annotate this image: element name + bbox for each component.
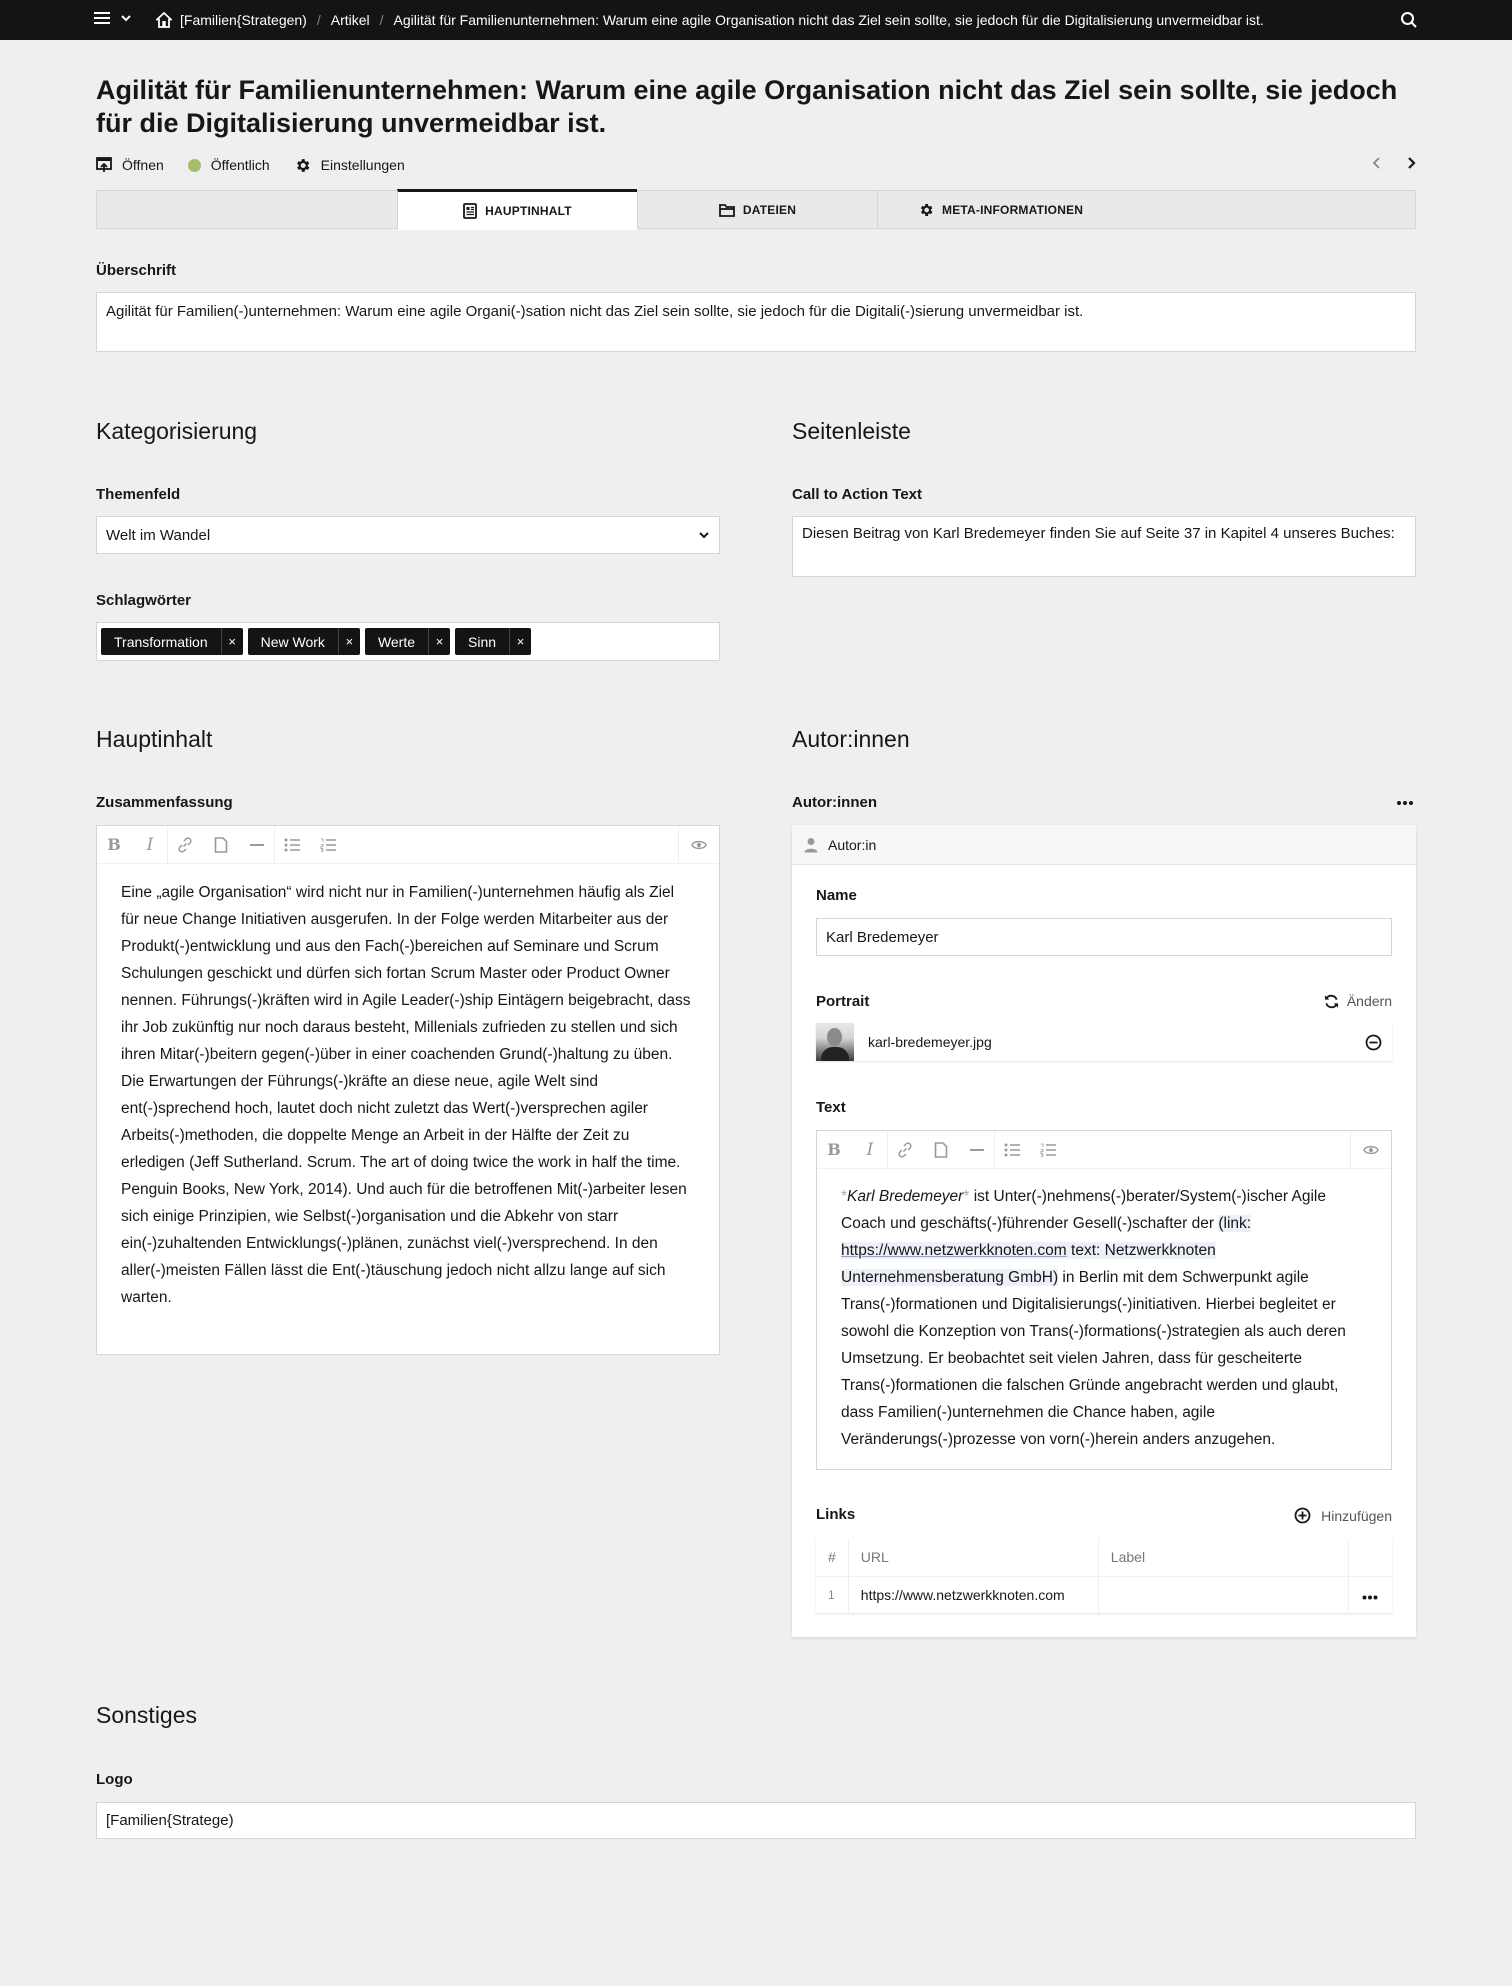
tag-chip	[248, 628, 360, 655]
table-row[interactable]	[816, 1576, 1392, 1613]
cta-textarea[interactable]: Diesen Beitrag von Karl Bredemeyer finden Sie auf Seite 37 in Kapitel 4 unseres Buches:	[792, 516, 1416, 577]
sidebar-title: Seitenleiste	[792, 418, 911, 444]
link-suffix: text: Netzwerkknoten Unternehmensberatung GmbH)	[841, 1242, 1216, 1286]
main-content-title: Hauptinhalt	[96, 726, 213, 752]
summary-label: Zusammenfassung	[96, 794, 233, 811]
categorization-title: Kategorisierung	[96, 418, 258, 444]
previous-page-button[interactable]	[1372, 156, 1382, 170]
bold-icon: B	[107, 835, 121, 854]
page-actions	[96, 154, 429, 176]
file-icon	[214, 837, 228, 853]
add-link-button[interactable]	[1294, 1507, 1392, 1524]
italic-icon: I	[866, 1139, 874, 1160]
status-dot-icon	[188, 159, 201, 172]
top-bar	[0, 0, 1512, 40]
breadcrumb-articles[interactable]: Artikel	[330, 12, 370, 28]
settings-button[interactable]	[294, 157, 405, 174]
tab-main-content[interactable]	[397, 189, 637, 230]
link-icon	[897, 1142, 913, 1158]
tag-label: Transformation	[114, 633, 208, 650]
tab-files[interactable]	[637, 191, 877, 228]
link-icon	[177, 837, 193, 853]
portrait-file-item[interactable]	[816, 1023, 1392, 1061]
bold-icon: B	[827, 1140, 841, 1159]
italic-button[interactable]	[861, 1141, 879, 1159]
tag-label: Werte	[377, 633, 416, 650]
tag-chip	[455, 628, 531, 655]
link-prefix: (link:	[1218, 1215, 1252, 1232]
topic-select[interactable]	[96, 516, 720, 554]
italic-button[interactable]	[141, 836, 159, 854]
row-index: 1	[816, 1576, 848, 1613]
summary-text[interactable]: Eine „agile Organisation“ wird nicht nur in Familien(-)unternehmen häufig als Ziel für neue Change Initiativen ausgerufen. In der Folge werden Mitarbeiter aus der Produkt(-)entwicklung und aus den Fach(-)bereichen auf Seminare und Scrum Schulungen geschickt und dürfen sich fortan Scrum Master oder Product Owner nennen. Führungs(-)kräften wird in Agile Leader(-)ship Eintägern beigebracht, dass ihr Job zukünftig nur noch daraus besteht, Millenials zufrieden zu stellen und sich ihren Mitar(-)beitern gegen(-)über in einer coachenden Grund(-)haltung zu üben. Die Erwartungen der Führungs(-)kräfte an diese neue, agile Welt sind ent(-)sprechend hoch, lautet doch nicht zuletzt das Wert(-)versprechen agiler Arbeits(-)methoden, die doppelte Menge an Arbeit in der Hälfte der Zeit zu erledigen (Jeff Sutherland. Scrum. The art of doing twice the work in half the time. Penguin Books, New York, 2014). Und auch für die betroffenen Mit(-)arbeiter lesen sich einige Prinzipien, wie Selbst(-)organisation und die Abkehr von starr ein(-)zuhaltenden Entwicklungs(-)plänen, zunächst viel(-)versprechend. In den aller(-)meisten Fällen lässt die Ent(-)täuschung jedoch nicht allzu lange auf sich warten.	[121, 884, 691, 1306]
more-horizontal-icon	[1396, 800, 1414, 806]
status-label: Öffentlich	[210, 157, 270, 173]
tab-label: HAUPTINHALT	[485, 204, 572, 218]
tag-remove-button[interactable]: ×	[428, 628, 450, 655]
next-page-button[interactable]	[1406, 156, 1416, 170]
topic-label: Themenfeld	[96, 486, 181, 503]
column-header-index: #	[816, 1539, 848, 1576]
row-url[interactable]: https://www.netzwerkknoten.com	[848, 1576, 1098, 1613]
logo-input[interactable]: [Familien{Stratege)	[96, 1802, 1416, 1839]
logo-label: Logo	[96, 1771, 133, 1788]
bullet-list-icon	[1004, 1143, 1020, 1157]
bio-text: ist Unter(-)nehmens(-)berater/System(-)ischer Agile Coach und geschäfts(-)führender Gesell(-)schafter der	[841, 1188, 1326, 1232]
tag-remove-button[interactable]: ×	[338, 628, 360, 655]
gear-icon	[918, 202, 934, 218]
misc-title: Sonstiges	[96, 1702, 198, 1728]
headline-label: Überschrift	[96, 262, 177, 279]
bullet-list-button[interactable]	[283, 836, 301, 854]
links-table	[816, 1539, 1392, 1613]
portrait-filename: karl-bredemeyer.jpg	[868, 1034, 992, 1050]
name-input[interactable]: Karl Bredemeyer	[816, 918, 1392, 956]
breadcrumb-separator: /	[316, 12, 321, 28]
breadcrumb-site[interactable]: [Familien{Strategen)	[180, 12, 307, 28]
bio-text: in Berlin mit dem Schwerpunkt agile Trans(-)formationen und Digitalisierungs(-)initiativen. Hierbei begleitet er sowohl die Konzeption von Trans(-)formations(-)strategien als auch deren Umsetzung. Er beobachtet seit vielen Jahren, dass für gescheiterte Trans(-)formationen die falschen Gründe angebracht werden und glaubt, dass Familien(-)unternehmen die Chance haben, agile Veränderungs(-)prozesse von vorn(-)herein anders anzugehen.	[841, 1269, 1346, 1448]
row-options-button[interactable]	[1348, 1576, 1392, 1613]
page-title: Agilität für Familienunternehmen: Warum eine agile Organisation nicht das Ziel sein sollte, sie jedoch für die Digitalisierung unvermeidbar ist.	[96, 75, 1398, 138]
bold-button[interactable]	[825, 1141, 843, 1159]
bullet-list-icon	[284, 838, 300, 852]
tab-meta-information[interactable]	[877, 191, 1415, 228]
tab-label: DATEIEN	[742, 202, 797, 217]
markdown-marker: *	[841, 1188, 848, 1205]
summary-editor	[96, 825, 720, 1355]
horizontal-rule-button[interactable]	[248, 836, 266, 854]
search-button[interactable]	[1400, 11, 1418, 29]
remove-file-button[interactable]	[1365, 1034, 1382, 1051]
folder-icon	[719, 203, 735, 217]
column-header-label: Label	[1098, 1539, 1348, 1576]
text-label: Text	[816, 1099, 846, 1116]
preview-button[interactable]	[678, 826, 719, 863]
menu-button[interactable]	[94, 10, 132, 26]
column-header-actions	[1348, 1539, 1392, 1576]
portrait-label: Portrait	[816, 993, 870, 1010]
pager	[1372, 156, 1416, 170]
link-button[interactable]	[176, 836, 194, 854]
markdown-marker: *	[963, 1188, 970, 1205]
user-icon	[804, 837, 818, 853]
numbered-list-button[interactable]	[319, 836, 337, 854]
preview-button[interactable]	[1350, 1131, 1391, 1168]
editor-toolbar	[97, 826, 719, 864]
breadcrumb	[156, 0, 1264, 40]
authors-title: Autor:innen	[792, 726, 910, 752]
tag-remove-button[interactable]: ×	[221, 628, 243, 655]
file-button[interactable]	[932, 1141, 950, 1159]
row-label[interactable]	[1098, 1576, 1348, 1613]
links-header-row	[816, 1539, 1392, 1576]
horizontal-rule-button[interactable]	[968, 1141, 986, 1159]
open-external-icon	[96, 157, 112, 173]
document-icon	[463, 203, 477, 219]
link-button[interactable]	[896, 1141, 914, 1159]
horizontal-rule-icon	[250, 843, 264, 847]
portrait-thumbnail	[816, 1023, 854, 1061]
chevron-down-icon	[120, 12, 132, 24]
editor-toolbar	[817, 1131, 1391, 1169]
minus-circle-icon	[1365, 1034, 1382, 1051]
open-label: Öffnen	[122, 157, 164, 173]
numbered-list-button[interactable]	[1039, 1141, 1057, 1159]
topic-value: Welt im Wandel	[106, 526, 211, 544]
portrait-change-label: Ändern	[1346, 993, 1392, 1009]
name-label: Name	[816, 887, 857, 904]
file-icon	[934, 1142, 948, 1158]
links-label: Links	[816, 1506, 856, 1523]
author-card	[792, 825, 1416, 1637]
refresh-icon	[1324, 994, 1339, 1009]
tab-label: META-INFORMATIONEN	[942, 202, 1084, 217]
gear-icon	[294, 157, 311, 174]
eye-icon	[1363, 1144, 1379, 1156]
authors-field-label: Autor:innen	[792, 794, 877, 811]
author-entry-label: Autor:in	[828, 836, 877, 853]
eye-icon	[691, 839, 707, 851]
tags-input[interactable]	[96, 622, 720, 661]
author-card-header[interactable]	[792, 825, 1416, 865]
home-icon[interactable]	[156, 12, 172, 28]
more-horizontal-icon	[1362, 1595, 1378, 1600]
author-text-editor	[816, 1130, 1392, 1470]
numbered-list-icon	[320, 838, 336, 852]
italic-name: Karl Bredemeyer	[847, 1188, 964, 1205]
chevron-down-icon	[698, 529, 710, 541]
hamburger-icon	[94, 10, 112, 26]
link-url: https://www.netzwerkknoten.com	[841, 1242, 1067, 1259]
tags-label: Schlagwörter	[96, 592, 192, 609]
headline-input[interactable]: Agilität für Familien(-)unternehmen: Warum eine agile Organi(-)sation nicht das Ziel sein sollte, sie jedoch für die Digitali(-)sierung unvermeidbar ist.	[96, 292, 1416, 352]
column-header-url: URL	[848, 1539, 1098, 1576]
plus-circle-icon	[1294, 1507, 1311, 1524]
portrait-change-button[interactable]	[1324, 993, 1392, 1009]
settings-label: Einstellungen	[320, 157, 405, 173]
authors-options-button[interactable]	[1396, 800, 1414, 806]
status-button[interactable]	[188, 157, 270, 173]
italic-icon: I	[146, 834, 154, 855]
bullet-list-button[interactable]	[1003, 1141, 1021, 1159]
breadcrumb-separator: /	[379, 12, 384, 28]
tag-chip	[101, 628, 243, 655]
open-button[interactable]	[96, 157, 164, 173]
tag-label: New Work	[260, 633, 325, 650]
add-link-label: Hinzufügen	[1321, 1507, 1392, 1524]
tag-chip	[365, 628, 450, 655]
horizontal-rule-icon	[970, 1148, 984, 1152]
cta-label: Call to Action Text	[792, 486, 923, 503]
tab-bar	[96, 190, 1416, 229]
tag-label: Sinn	[468, 633, 497, 650]
tag-remove-button[interactable]: ×	[509, 628, 531, 655]
file-button[interactable]	[212, 836, 230, 854]
tab-spacer	[97, 191, 397, 228]
author-bio-text[interactable]	[817, 1169, 1391, 1453]
numbered-list-icon	[1040, 1143, 1056, 1157]
breadcrumb-current[interactable]: Agilität für Familienunternehmen: Warum eine agile Organisation nicht das Ziel sein sollte, sie jedoch für die Digitalisierung unvermeidbar ist.	[393, 12, 1264, 28]
bold-button[interactable]	[105, 836, 123, 854]
search-icon	[1400, 11, 1418, 29]
